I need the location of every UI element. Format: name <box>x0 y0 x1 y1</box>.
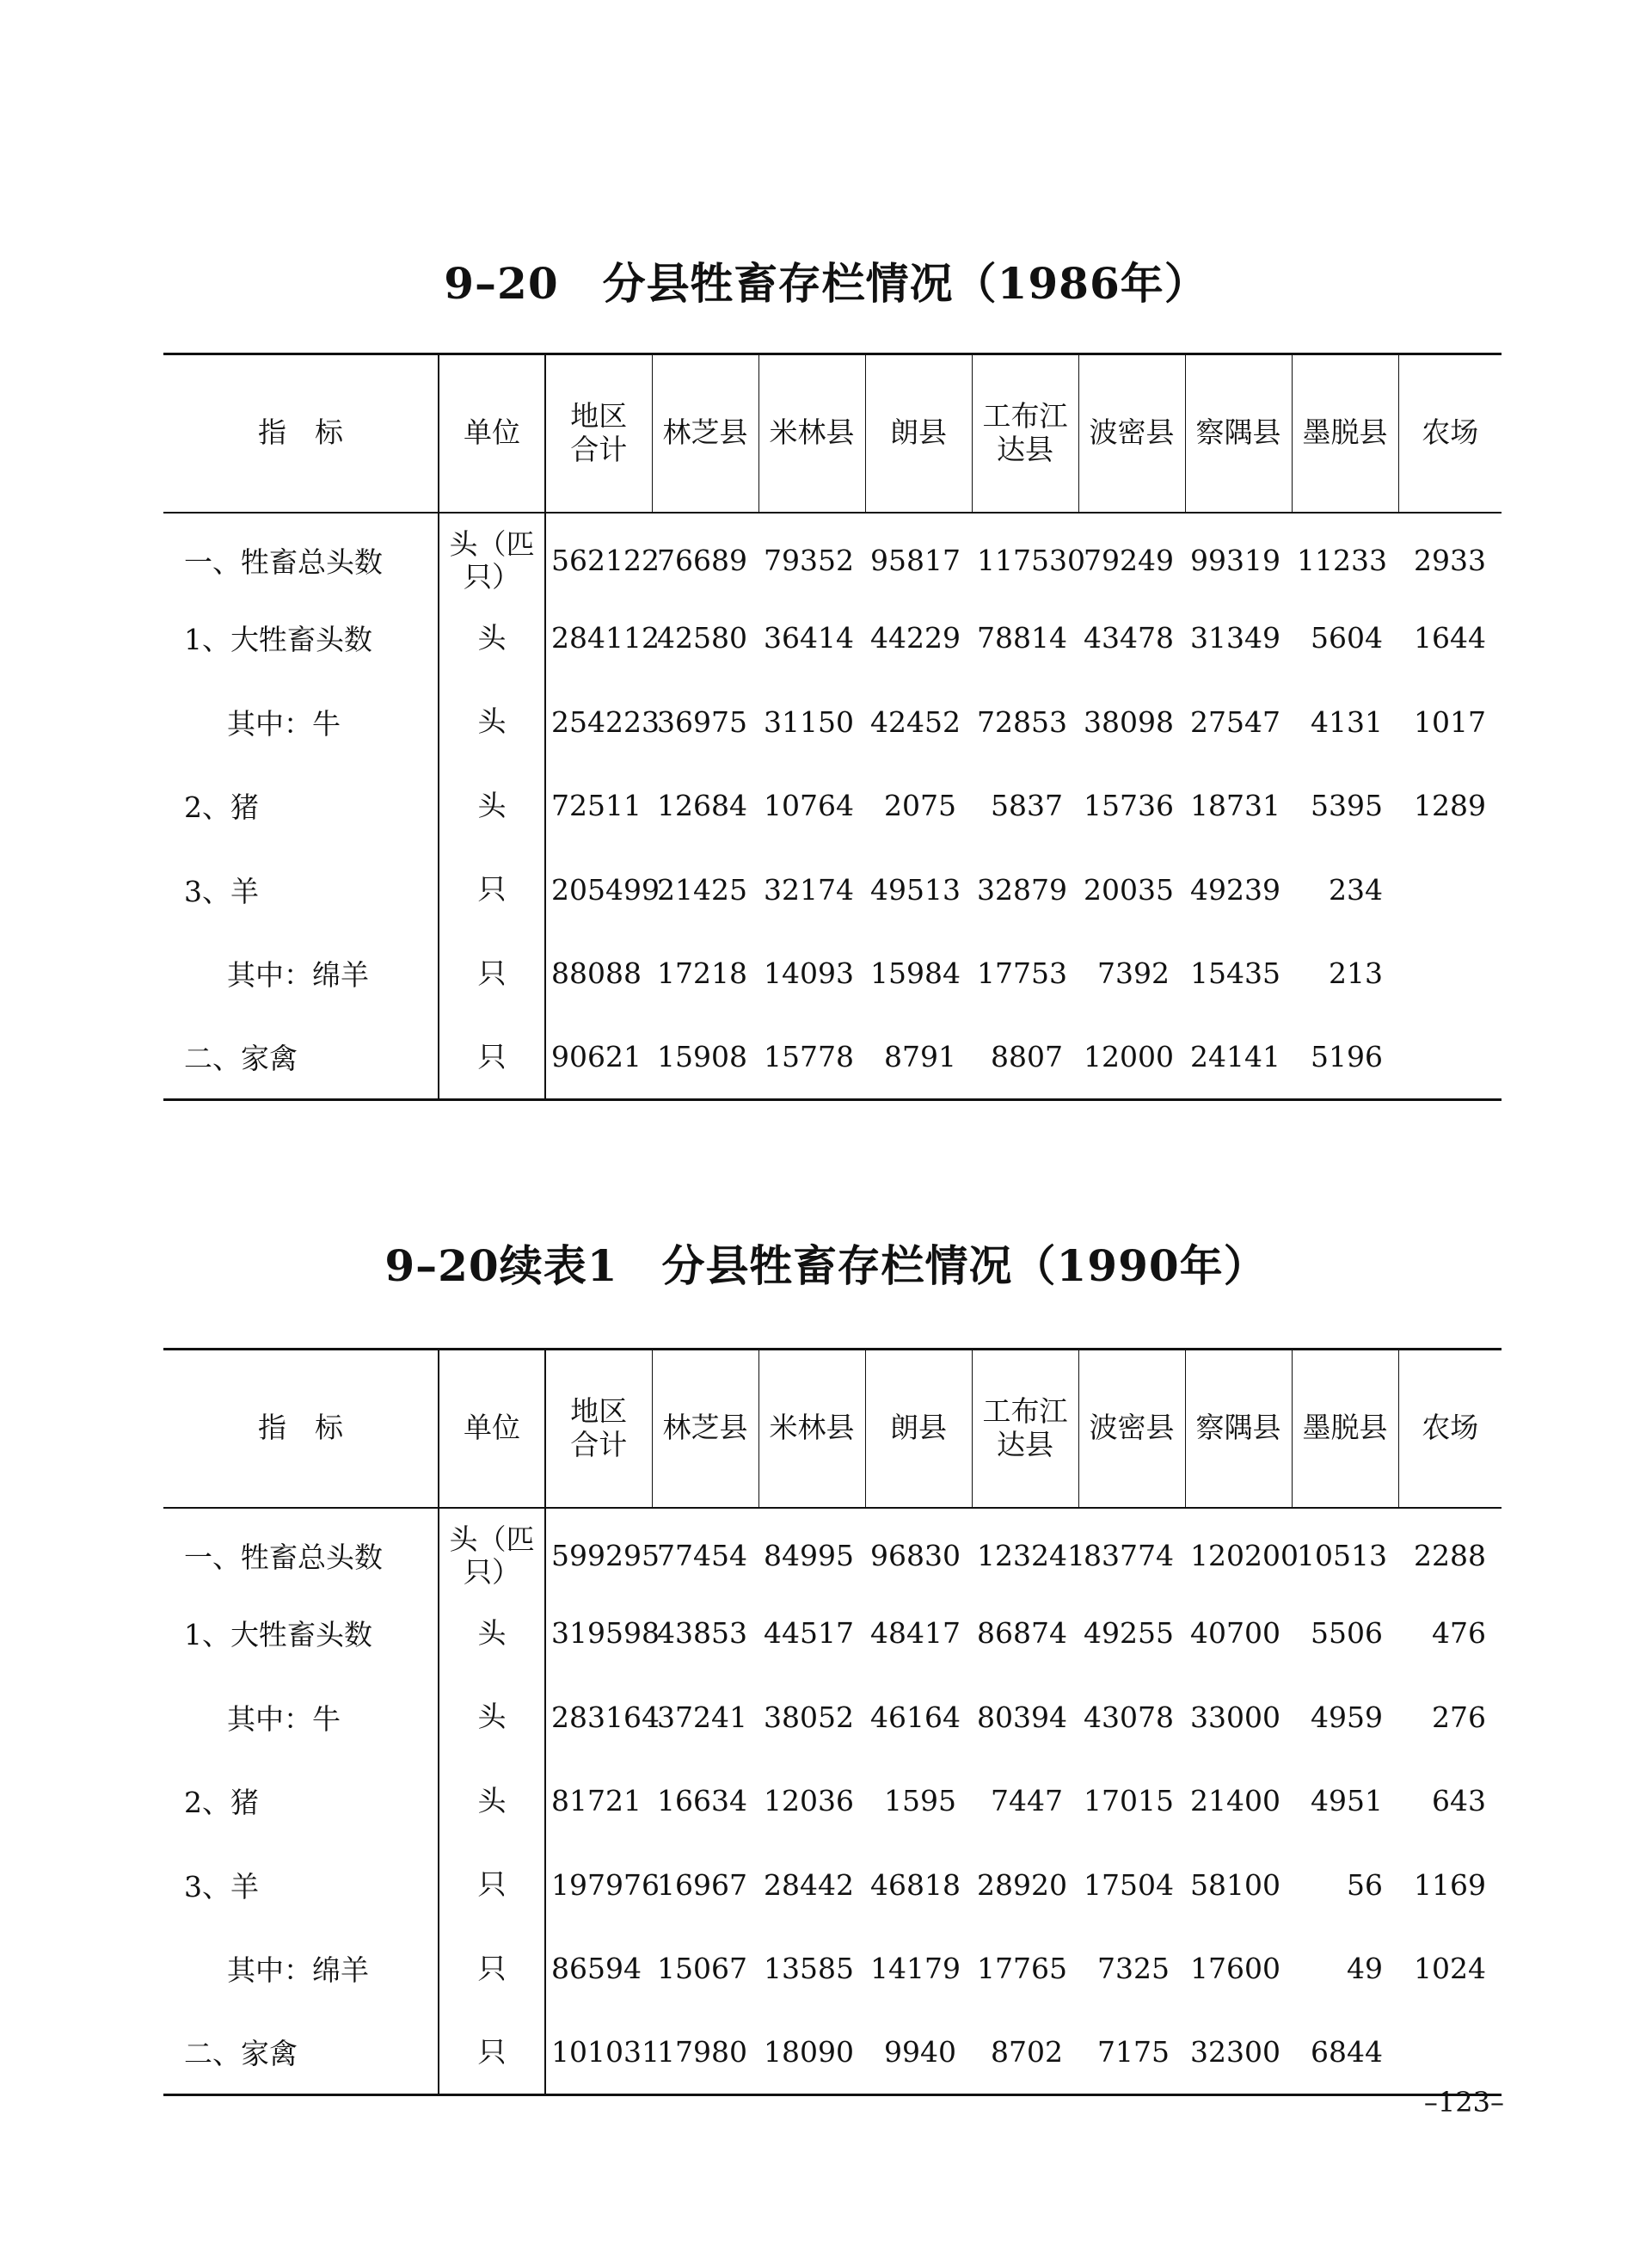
cell-chayu: 31349 <box>1190 621 1280 655</box>
header-lang: 朗县 <box>865 1350 972 1508</box>
cell-gongbujiangda: 28920 <box>977 1867 1067 1902</box>
cell-region-total: 319598 <box>551 1616 660 1651</box>
row-unit: 头 <box>439 1759 545 1843</box>
table-row <box>163 932 1502 1016</box>
cell-farm <box>1398 932 1502 1016</box>
cell-motuo: 5196 <box>1292 1016 1398 1100</box>
cell-region-total: 284112 <box>551 621 660 655</box>
cell-chayu: 120200 <box>1190 1539 1299 1573</box>
table-row <box>163 1843 1502 1928</box>
cell-lang: 95817 <box>870 544 961 578</box>
cell-bomi: 12000 <box>1078 1016 1185 1100</box>
cell-milin: 38052 <box>764 1700 854 1734</box>
cell-gongbujiangda: 117530 <box>977 544 1085 578</box>
cell-milin: 15778 <box>758 1016 865 1100</box>
cell-chayu: 58100 <box>1190 1867 1280 1902</box>
cell-gongbujiangda: 5837 <box>991 789 1063 823</box>
cell-lang: 96830 <box>870 1539 961 1573</box>
header-indicator: 指 标 <box>163 1350 439 1508</box>
cell-linzhi: 42580 <box>657 621 747 655</box>
row-unit: 只 <box>439 932 545 1016</box>
cell-chayu: 40700 <box>1190 1616 1280 1651</box>
cell-region-total: 205499 <box>551 872 660 907</box>
row-unit: 只 <box>439 1843 545 1928</box>
cell-linzhi: 15067 <box>657 1952 747 1986</box>
table-header-row <box>163 354 1502 513</box>
cell-farm: 276 <box>1432 1700 1486 1734</box>
cell-lang: 8791 <box>865 1016 972 1100</box>
cell-motuo: 5395 <box>1311 789 1383 823</box>
cell-lang: 1595 <box>884 1784 956 1818</box>
cell-lang: 46818 <box>870 1867 961 1902</box>
header-milin: 米林县 <box>758 1350 865 1508</box>
cell-motuo: 11233 <box>1297 544 1387 578</box>
cell-lang: 48417 <box>870 1616 961 1651</box>
row-label: 3、羊 <box>163 1843 439 1928</box>
row-label: 二、家禽 <box>163 2011 439 2095</box>
cell-bomi: 43078 <box>1084 1700 1174 1734</box>
cell-milin: 13585 <box>764 1952 854 1986</box>
row-label: 1、大牲畜头数 <box>163 596 439 680</box>
cell-lang: 42452 <box>870 704 961 739</box>
table-row <box>163 1016 1502 1100</box>
row-label: 一、牲畜总头数 <box>163 513 439 597</box>
header-motuo: 墨脱县 <box>1292 354 1398 513</box>
cell-milin: 84995 <box>764 1539 854 1573</box>
cell-bomi: 79249 <box>1084 544 1174 578</box>
cell-region-total: 88088 <box>551 956 642 991</box>
cell-bomi: 7325 <box>1097 1952 1170 1986</box>
cell-farm: 1644 <box>1414 621 1486 655</box>
row-label: 其中：牛 <box>163 680 439 765</box>
cell-motuo: 234 <box>1329 872 1383 907</box>
cell-motuo: 10513 <box>1297 1539 1387 1573</box>
cell-linzhi: 76689 <box>657 544 747 578</box>
header-unit: 单位 <box>439 354 545 513</box>
cell-motuo: 49 <box>1347 1952 1383 1986</box>
cell-linzhi: 17980 <box>652 2011 758 2095</box>
cell-chayu: 21400 <box>1190 1784 1280 1818</box>
header-unit: 单位 <box>439 1350 545 1508</box>
table-row <box>163 1676 1502 1760</box>
cell-chayu: 18731 <box>1190 789 1280 823</box>
cell-lang: 2075 <box>884 789 956 823</box>
cell-motuo: 5604 <box>1311 621 1383 655</box>
cell-region-total: 599295 <box>551 1539 660 1573</box>
cell-motuo: 5506 <box>1311 1616 1383 1651</box>
cell-farm: 2288 <box>1414 1539 1486 1573</box>
row-unit: 头 <box>439 764 545 848</box>
cell-motuo: 56 <box>1347 1867 1383 1902</box>
cell-lang: 9940 <box>865 2011 972 2095</box>
cell-bomi: 38098 <box>1084 704 1174 739</box>
cell-milin: 18090 <box>758 2011 865 2095</box>
cell-gongbujiangda: 78814 <box>977 621 1067 655</box>
cell-milin: 28442 <box>764 1867 854 1902</box>
cell-gongbujiangda: 17765 <box>977 1952 1067 1986</box>
row-unit: 头 <box>439 1591 545 1676</box>
cell-motuo: 4131 <box>1311 704 1383 739</box>
cell-chayu: 27547 <box>1190 704 1280 739</box>
cell-region-total: 197976 <box>551 1867 660 1902</box>
cell-region-total: 283164 <box>551 1700 660 1734</box>
table-row <box>163 1591 1502 1676</box>
cell-linzhi: 16634 <box>657 1784 747 1818</box>
cell-farm: 1289 <box>1414 789 1486 823</box>
table-row <box>163 1759 1502 1843</box>
cell-milin: 10764 <box>764 789 854 823</box>
cell-motuo: 213 <box>1329 956 1383 991</box>
row-unit: 只 <box>439 2011 545 2095</box>
header-farm: 农场 <box>1398 354 1502 513</box>
cell-linzhi: 77454 <box>657 1539 747 1573</box>
table-row <box>163 513 1502 597</box>
table-row <box>163 764 1502 848</box>
cell-region-total: 90621 <box>545 1016 652 1100</box>
cell-region-total: 81721 <box>551 1784 642 1818</box>
row-unit: 头（匹只） <box>439 513 545 597</box>
header-chayu: 察隅县 <box>1185 1350 1292 1508</box>
cell-region-total: 101031 <box>545 2011 652 2095</box>
row-unit: 头 <box>439 596 545 680</box>
row-label: 2、猪 <box>163 1759 439 1843</box>
cell-gongbujiangda: 86874 <box>977 1616 1067 1651</box>
cell-linzhi: 43853 <box>657 1616 747 1651</box>
cell-motuo: 6844 <box>1292 2011 1398 2095</box>
header-region-total: 地区 合计 <box>545 354 652 513</box>
cell-gongbujiangda: 8807 <box>972 1016 1078 1100</box>
cell-gongbujiangda: 72853 <box>977 704 1067 739</box>
table-row <box>163 1508 1502 1592</box>
header-milin: 米林县 <box>758 354 865 513</box>
row-unit: 只 <box>439 1016 545 1100</box>
cell-region-total: 86594 <box>551 1952 642 1986</box>
table-row <box>163 2011 1502 2095</box>
cell-lang: 49513 <box>870 872 961 907</box>
row-unit: 只 <box>439 848 545 932</box>
header-bomi: 波密县 <box>1078 354 1185 513</box>
header-indicator: 指 标 <box>163 354 439 513</box>
cell-bomi: 17504 <box>1084 1867 1174 1902</box>
cell-region-total: 72511 <box>551 789 642 823</box>
table-row <box>163 680 1502 765</box>
cell-region-total: 562122 <box>551 544 660 578</box>
row-label: 一、牲畜总头数 <box>163 1508 439 1592</box>
row-label: 其中：绵羊 <box>163 1927 439 2011</box>
row-label: 3、羊 <box>163 848 439 932</box>
cell-chayu: 17600 <box>1190 1952 1280 1986</box>
cell-bomi: 43478 <box>1084 621 1174 655</box>
cell-linzhi: 21425 <box>657 872 747 907</box>
row-unit: 头 <box>439 680 545 765</box>
cell-lang: 46164 <box>870 1700 961 1734</box>
cell-lang: 15984 <box>870 956 961 991</box>
cell-motuo: 4959 <box>1311 1700 1383 1734</box>
cell-bomi: 20035 <box>1084 872 1174 907</box>
row-unit: 只 <box>439 1927 545 2011</box>
table-title: 9–20续表1 分县牲畜存栏情况（1990年） <box>384 1240 1268 1291</box>
header-bomi: 波密县 <box>1078 1350 1185 1508</box>
header-gongbujiangda: 工布江 达县 <box>972 1350 1078 1508</box>
cell-lang: 14179 <box>870 1952 961 1986</box>
cell-bomi: 17015 <box>1084 1784 1174 1818</box>
cell-farm: 2933 <box>1414 544 1486 578</box>
header-linzhi: 林芝县 <box>652 1350 758 1508</box>
cell-linzhi: 15908 <box>652 1016 758 1100</box>
cell-milin: 31150 <box>764 704 854 739</box>
page-number: –123– <box>1423 2086 1504 2119</box>
row-unit: 头（匹只） <box>439 1508 545 1592</box>
cell-farm: 476 <box>1432 1616 1486 1651</box>
cell-gongbujiangda: 8702 <box>972 2011 1078 2095</box>
cell-bomi: 49255 <box>1084 1616 1174 1651</box>
row-label: 2、猪 <box>163 764 439 848</box>
cell-farm <box>1398 2011 1502 2095</box>
cell-gongbujiangda: 123241 <box>977 1539 1085 1573</box>
row-label: 其中：绵羊 <box>163 932 439 1016</box>
table-row <box>163 1927 1502 2011</box>
cell-linzhi: 12684 <box>657 789 747 823</box>
cell-farm <box>1398 848 1502 932</box>
table-row <box>163 596 1502 680</box>
header-lang: 朗县 <box>865 354 972 513</box>
cell-region-total: 254223 <box>551 704 660 739</box>
cell-bomi: 7392 <box>1097 956 1170 991</box>
row-label: 二、家禽 <box>163 1016 439 1100</box>
cell-linzhi: 36975 <box>657 704 747 739</box>
cell-farm: 1017 <box>1414 704 1486 739</box>
table-header-row <box>163 1350 1502 1508</box>
cell-farm <box>1398 1016 1502 1100</box>
cell-milin: 36414 <box>764 621 854 655</box>
row-unit: 头 <box>439 1676 545 1760</box>
cell-linzhi: 37241 <box>657 1700 747 1734</box>
cell-gongbujiangda: 80394 <box>977 1700 1067 1734</box>
cell-chayu: 24141 <box>1185 1016 1292 1100</box>
cell-chayu: 49239 <box>1190 872 1280 907</box>
cell-farm: 643 <box>1432 1784 1486 1818</box>
cell-milin: 14093 <box>764 956 854 991</box>
row-label: 1、大牲畜头数 <box>163 1591 439 1676</box>
header-chayu: 察隅县 <box>1185 354 1292 513</box>
cell-motuo: 4951 <box>1311 1784 1383 1818</box>
cell-chayu: 15435 <box>1190 956 1280 991</box>
cell-gongbujiangda: 17753 <box>977 956 1067 991</box>
cell-milin: 12036 <box>764 1784 854 1818</box>
row-label: 其中：牛 <box>163 1676 439 1760</box>
cell-milin: 32174 <box>764 872 854 907</box>
header-farm: 农场 <box>1398 1350 1502 1508</box>
cell-gongbujiangda: 32879 <box>977 872 1067 907</box>
header-linzhi: 林芝县 <box>652 354 758 513</box>
cell-chayu: 33000 <box>1190 1700 1280 1734</box>
livestock-table-1990 <box>163 1348 1502 2096</box>
header-gongbujiangda: 工布江 达县 <box>972 354 1078 513</box>
cell-bomi: 7175 <box>1078 2011 1185 2095</box>
cell-farm: 1024 <box>1414 1952 1486 1986</box>
cell-gongbujiangda: 7447 <box>991 1784 1063 1818</box>
cell-chayu: 32300 <box>1185 2011 1292 2095</box>
cell-bomi: 15736 <box>1084 789 1174 823</box>
livestock-table-1986 <box>163 353 1502 1101</box>
cell-chayu: 99319 <box>1190 544 1280 578</box>
header-motuo: 墨脱县 <box>1292 1350 1398 1508</box>
cell-farm: 1169 <box>1414 1867 1486 1902</box>
cell-milin: 44517 <box>764 1616 854 1651</box>
cell-linzhi: 17218 <box>657 956 747 991</box>
table-title: 9–20 分县牲畜存栏情况（1986年） <box>444 258 1208 309</box>
cell-lang: 44229 <box>870 621 961 655</box>
header-region-total: 地区 合计 <box>545 1350 652 1508</box>
cell-linzhi: 16967 <box>657 1867 747 1902</box>
cell-milin: 79352 <box>764 544 854 578</box>
table-row <box>163 848 1502 932</box>
cell-bomi: 83774 <box>1084 1539 1174 1573</box>
